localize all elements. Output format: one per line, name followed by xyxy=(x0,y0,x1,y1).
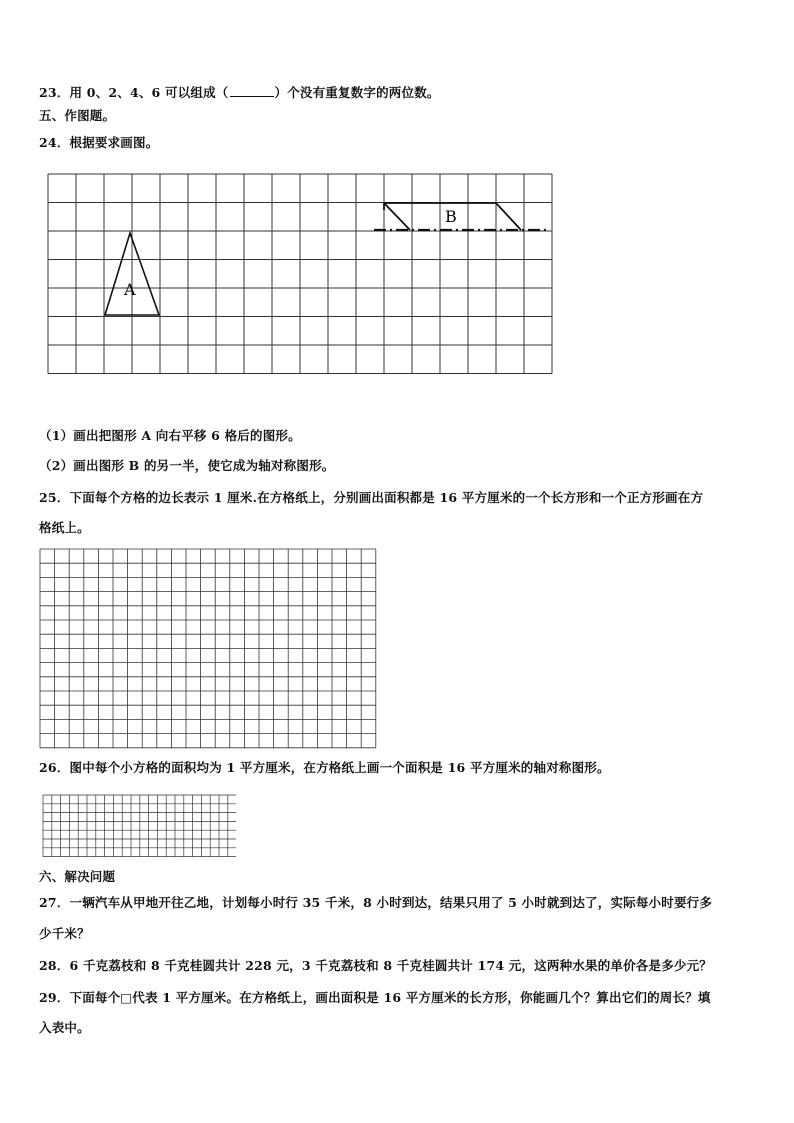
label-b: B xyxy=(445,207,457,226)
q27-line2: 少千米？ xyxy=(39,926,90,941)
section-five-heading: 五、作图题。 xyxy=(39,108,116,123)
q25-line1: 25．下面每个方格的边长表示 1 厘米.在方格纸上，分别画出面积都是 16 平方厘米的一个长方形和一个正方形画在方 xyxy=(39,490,704,505)
q25-grid[interactable] xyxy=(38,547,378,749)
q26-grid[interactable] xyxy=(40,792,236,858)
q27-line1: 27．一辆汽车从甲地开往乙地，计划每小时行 35 千米，8 小时到达，结果只用了 5 小时就到达了，实际每小时要行多 xyxy=(39,895,713,910)
q24-grid-figure xyxy=(44,170,556,376)
q24-part1: （1）画出把图形 A 向右平移 6 格后的图形。 xyxy=(39,428,301,443)
q29-line2: 入表中。 xyxy=(39,1020,90,1035)
q23-text: 23．用 0、2、4、6 可以组成（ ）个没有重复数字的两位数。 xyxy=(39,85,440,100)
q24-title: 24．根据要求画图。 xyxy=(39,135,159,150)
answer-blank[interactable] xyxy=(230,84,274,97)
section-six-heading: 六、解决问题 xyxy=(39,869,116,884)
q29-line1: 29．下面每个□代表 1 平方厘米。在方格纸上，画出面积是 16 平方厘米的长方形，你能画几个？算出它们的周长？填 xyxy=(39,990,711,1005)
label-a: A xyxy=(124,280,136,299)
q26-text: 26．图中每个小方格的面积均为 1 平方厘米，在方格纸上画一个面积是 16 平方厘米的轴对称图形。 xyxy=(39,760,610,775)
q24-part2: （2）画出图形 B 的另一半，使它成为轴对称图形。 xyxy=(39,458,335,473)
q25-line2: 格纸上。 xyxy=(39,520,90,535)
q28-text: 28．6 千克荔枝和 8 千克桂圆共计 228 元，3 千克荔枝和 8 千克桂圆共计 174 元，这两种水果的单价各是多少元？ xyxy=(39,958,712,973)
